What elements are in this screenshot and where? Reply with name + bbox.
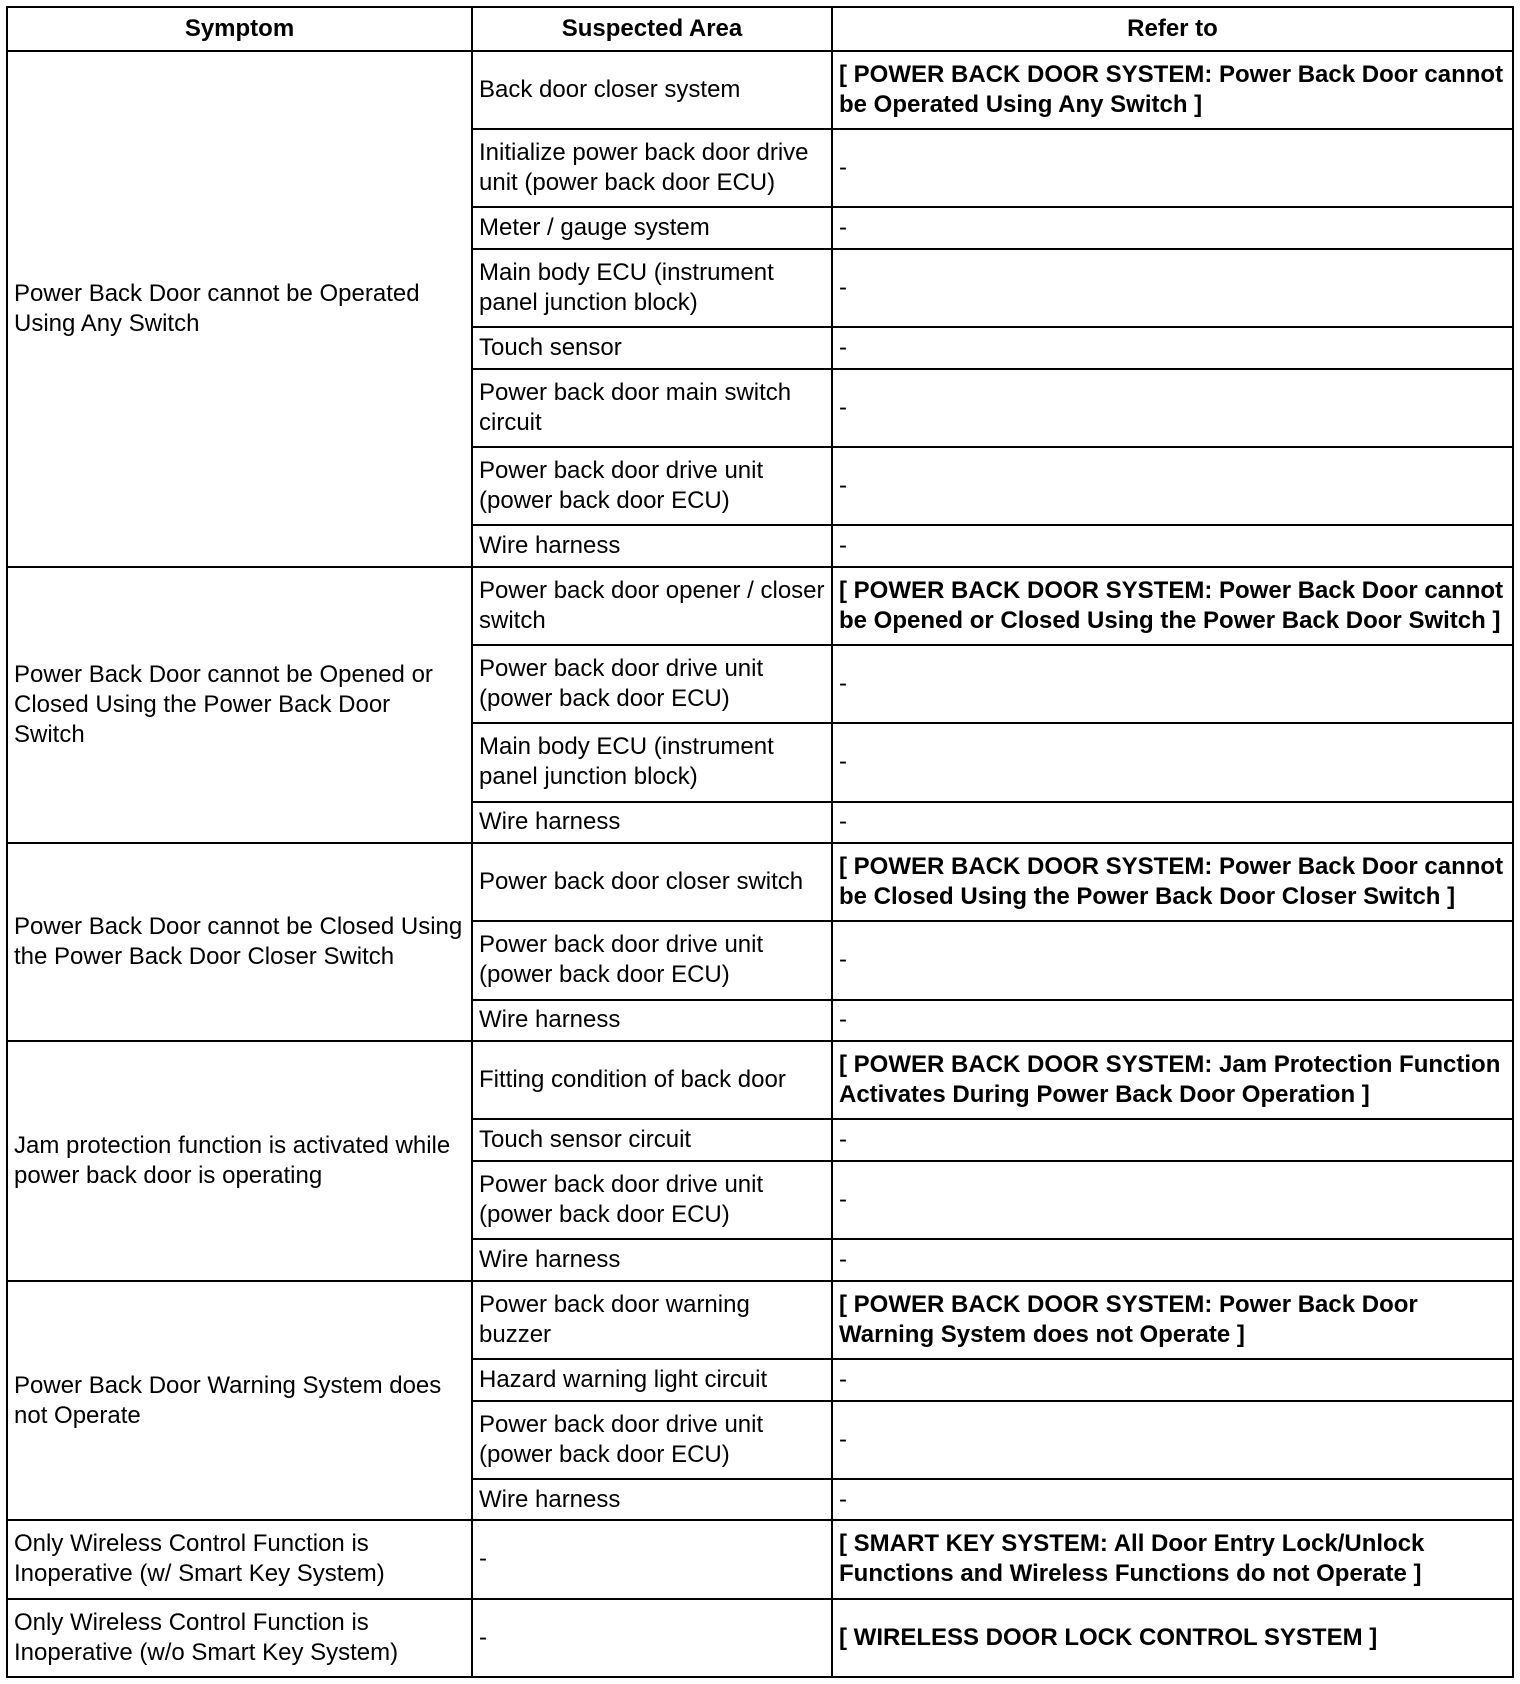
table-row: [7, 51, 1513, 129]
symptom-cell: Jam protection function is activated while power back door is operating: [7, 1041, 472, 1281]
suspected-area-cell: Main body ECU (instrument panel junction block): [472, 723, 832, 801]
suspected-area-cell: Fitting condition of back door: [472, 1041, 832, 1119]
suspected-area-cell: Meter / gauge system: [472, 207, 832, 249]
suspected-area-cell: Wire harness: [472, 1479, 832, 1521]
refer-to-link[interactable]: [ WIRELESS DOOR LOCK CONTROL SYSTEM ]: [832, 1599, 1513, 1677]
problem-symptoms-table: [6, 6, 1514, 1678]
suspected-area-cell: Hazard warning light circuit: [472, 1359, 832, 1401]
refer-to-cell: -: [832, 921, 1513, 999]
suspected-area-cell: Wire harness: [472, 802, 832, 844]
refer-to-cell: -: [832, 1479, 1513, 1521]
suspected-area-cell: Power back door closer switch: [472, 843, 832, 921]
suspected-area-cell: Back door closer system: [472, 51, 832, 129]
suspected-area-cell: -: [472, 1520, 832, 1598]
suspected-area-cell: Main body ECU (instrument panel junction block): [472, 249, 832, 327]
suspected-area-cell: Power back door drive unit (power back door ECU): [472, 921, 832, 999]
refer-to-cell: -: [832, 129, 1513, 207]
refer-to-link[interactable]: [ POWER BACK DOOR SYSTEM: Power Back Door cannot be Opened or Closed Using the Power Back Door Switch ]: [832, 567, 1513, 645]
table-row: [7, 567, 1513, 645]
suspected-area-cell: Power back door drive unit (power back door ECU): [472, 1401, 832, 1479]
refer-to-cell: -: [832, 249, 1513, 327]
suspected-area-cell: Wire harness: [472, 525, 832, 567]
refer-to-cell: -: [832, 1359, 1513, 1401]
symptom-cell: Power Back Door Warning System does not Operate: [7, 1281, 472, 1521]
symptom-cell: Only Wireless Control Function is Inoperative (w/ Smart Key System): [7, 1520, 472, 1598]
refer-to-cell: -: [832, 207, 1513, 249]
suspected-area-cell: Wire harness: [472, 1000, 832, 1042]
table-row: [7, 1041, 1513, 1119]
refer-to-link[interactable]: [ POWER BACK DOOR SYSTEM: Power Back Door cannot be Closed Using the Power Back Door Closer Switch ]: [832, 843, 1513, 921]
suspected-area-cell: Touch sensor circuit: [472, 1119, 832, 1161]
table-body: [7, 51, 1513, 1677]
header-symptom: Symptom: [7, 7, 472, 51]
suspected-area-cell: Power back door warning buzzer: [472, 1281, 832, 1359]
refer-to-cell: -: [832, 1119, 1513, 1161]
suspected-area-cell: -: [472, 1599, 832, 1677]
refer-to-cell: -: [832, 369, 1513, 447]
suspected-area-cell: Wire harness: [472, 1239, 832, 1281]
table-row: [7, 1520, 1513, 1598]
suspected-area-cell: Power back door opener / closer switch: [472, 567, 832, 645]
suspected-area-cell: Power back door main switch circuit: [472, 369, 832, 447]
table-row: [7, 843, 1513, 921]
refer-to-link[interactable]: [ SMART KEY SYSTEM: All Door Entry Lock/Unlock Functions and Wireless Functions do not Operate ]: [832, 1520, 1513, 1598]
symptom-cell: Power Back Door cannot be Opened or Closed Using the Power Back Door Switch: [7, 567, 472, 843]
suspected-area-cell: Power back door drive unit (power back door ECU): [472, 645, 832, 723]
suspected-area-cell: Power back door drive unit (power back door ECU): [472, 447, 832, 525]
refer-to-cell: -: [832, 327, 1513, 369]
refer-to-link[interactable]: [ POWER BACK DOOR SYSTEM: Power Back Door cannot be Operated Using Any Switch ]: [832, 51, 1513, 129]
symptom-cell: Power Back Door cannot be Closed Using the Power Back Door Closer Switch: [7, 843, 472, 1041]
header-suspected-area: Suspected Area: [472, 7, 832, 51]
refer-to-cell: -: [832, 1000, 1513, 1042]
suspected-area-cell: Touch sensor: [472, 327, 832, 369]
table-row: [7, 1281, 1513, 1359]
refer-to-cell: -: [832, 1239, 1513, 1281]
refer-to-cell: -: [832, 1401, 1513, 1479]
refer-to-cell: -: [832, 1161, 1513, 1239]
header-refer-to: Refer to: [832, 7, 1513, 51]
suspected-area-cell: Power back door drive unit (power back door ECU): [472, 1161, 832, 1239]
header-row: [7, 7, 1513, 51]
refer-to-link[interactable]: [ POWER BACK DOOR SYSTEM: Jam Protection Function Activates During Power Back Door Operation ]: [832, 1041, 1513, 1119]
refer-to-cell: -: [832, 447, 1513, 525]
symptom-cell: Only Wireless Control Function is Inoperative (w/o Smart Key System): [7, 1599, 472, 1677]
refer-to-cell: -: [832, 645, 1513, 723]
refer-to-cell: -: [832, 723, 1513, 801]
suspected-area-cell: Initialize power back door drive unit (power back door ECU): [472, 129, 832, 207]
refer-to-cell: -: [832, 802, 1513, 844]
refer-to-link[interactable]: [ POWER BACK DOOR SYSTEM: Power Back Door Warning System does not Operate ]: [832, 1281, 1513, 1359]
table-row: [7, 1599, 1513, 1677]
refer-to-cell: -: [832, 525, 1513, 567]
symptom-cell: Power Back Door cannot be Operated Using Any Switch: [7, 51, 472, 567]
